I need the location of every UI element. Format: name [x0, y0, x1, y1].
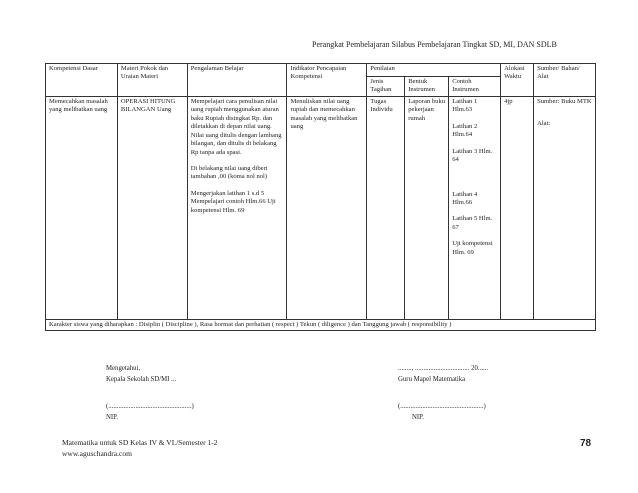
sumber-text: Sumber: Buku MTK	[537, 97, 592, 105]
signature-right	[398, 364, 488, 386]
sign-left-nip: NIP.	[106, 413, 118, 421]
contoh-item: Latihan 3 Hlm. 64	[452, 147, 493, 164]
cell-contoh	[449, 96, 501, 319]
cell-indikator: Menuliskan nilai uang rupiah dan memecahkan masalah yang melibatkan uang	[287, 96, 367, 319]
footer-line1: Matematika untuk SD Kelas IV & VI./Semester 1-2	[62, 438, 218, 447]
contoh-item: Latihan 2 Hlm.64	[452, 122, 478, 139]
sign-left-line2: Kepala Sekolah SD/MI ...	[106, 375, 177, 383]
sign-right-nip: NIP.	[412, 413, 424, 421]
contoh-item: Uji kompetensi Hlm. 69	[452, 240, 493, 256]
col-indikator: Indikator Pencapaian Kompetensi	[287, 64, 367, 97]
pengalaman-paragraph: Di belakang nilai uang diberi tambahan ,00 (koma nol nol)	[190, 164, 268, 181]
col-pengalaman: Pengalaman Belajar	[187, 64, 287, 97]
cell-kompetensi: Memecahkan masalah yang melibatkan uang	[46, 96, 118, 319]
col-jenis: Jenis Tagihan	[367, 77, 405, 97]
contoh-item: Latihan 1 Hlm.63	[452, 97, 478, 114]
page-number: 78	[580, 438, 592, 449]
page-header: Perangkat Pembelajaran Silabus Pembelajaran Tingkat SD, MI, DAN SDLB	[312, 40, 557, 49]
col-kompetensi: Kompetensi Dasar	[46, 64, 118, 97]
pengalaman-paragraph: Mengerjakan latihan 1 s.d 5 Mempelajari contoh Hlm.66 Uji kompetensi Hlm. 69	[190, 189, 276, 214]
footer-line2: www.aguschandra.com	[62, 448, 132, 458]
sign-left-line1: Mengetahui,	[106, 365, 141, 372]
cell-bentuk: Laporan buku pekerjaan rumah	[405, 96, 449, 319]
sign-right-line2: Guru Mapel Matematika	[398, 375, 466, 383]
syllabus-table	[45, 63, 596, 331]
page-footer	[62, 438, 218, 460]
karakter-row	[46, 319, 596, 330]
cell-jenis: Tugas Individu	[367, 96, 405, 319]
alat-text: Alat:	[537, 120, 551, 128]
sign-right-blank: (.................................................)	[398, 403, 486, 410]
cell-materi: OPERASI HITUNG BILANGAN Uang	[117, 96, 187, 319]
cell-alokasi: 4jp	[501, 96, 534, 319]
sign-left-blank: (.................................................)	[106, 403, 194, 410]
col-bentuk: Bentuk Instrumen	[405, 77, 449, 97]
table-row	[46, 96, 596, 319]
col-sumber: Sumber/ Bahan/ Alat	[534, 64, 596, 97]
sign-right-line1: ........, ................................ 20......	[398, 365, 489, 372]
karakter-text: Karakter siswa yang diharapkan : Disiplin ( Discipline ), Rasa hormat dan perhatian ( respect ) Tekun ( diligence ) dan Tanggung jawab ( responsibility )	[46, 319, 596, 330]
col-alokasi: Alokasi Waktu	[501, 64, 534, 97]
col-contoh: Contoh Instrumen	[449, 77, 501, 97]
signature-left	[106, 364, 176, 386]
signature-right-blank	[398, 402, 486, 424]
contoh-item: Latihan 5 Hlm. 67	[452, 215, 493, 231]
cell-pengalaman	[187, 96, 287, 319]
pengalaman-paragraph: Mempelajari cara penulisan nilai uang rupiah menggunakan aturan baku Rupiah disingkat Rp. dan diletakkan di depan nilai uang. Nilai uang ditulis dengan lambang bilangan, dan ditulis di belakang Rp tanpa ada spasi.	[190, 97, 282, 156]
signature-left-blank	[106, 402, 194, 424]
table-header-row	[46, 64, 596, 77]
col-penilaian: Penilaian	[367, 64, 501, 77]
cell-sumber	[534, 96, 596, 319]
contoh-item: Latihan 4 Hlm.66	[452, 190, 478, 206]
col-materi: Materi Pokok dan Uraian Materi	[117, 64, 187, 97]
